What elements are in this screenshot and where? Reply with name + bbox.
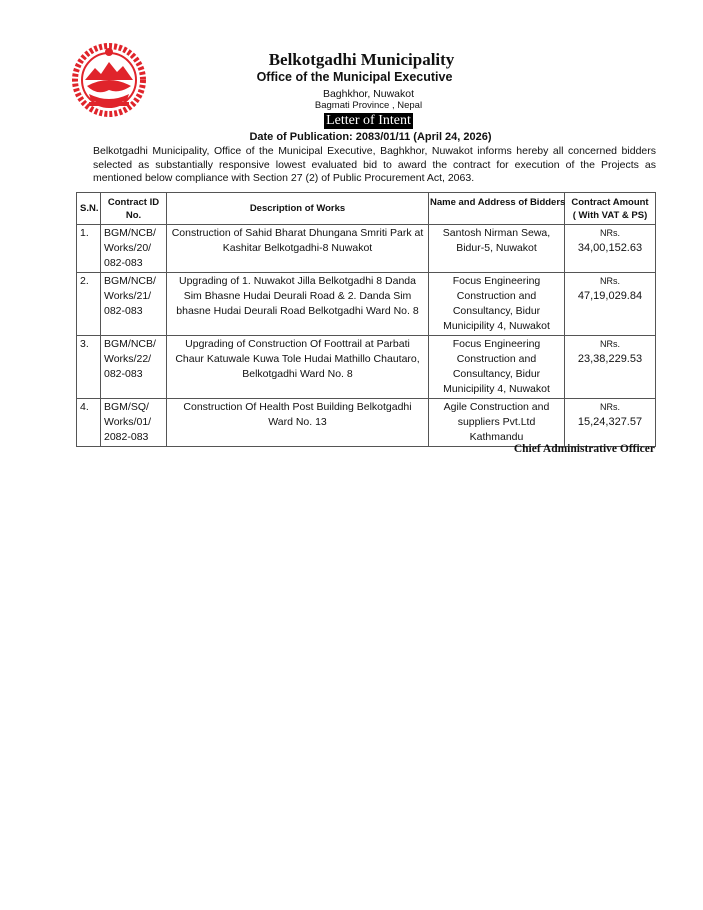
- row-bidder: [429, 336, 565, 399]
- contract-id-line: BGM/NCB/: [104, 275, 156, 287]
- header-amount-line2: ( With VAT & PS): [572, 209, 648, 221]
- row-contract-id: [101, 225, 167, 273]
- row-contract-id: [101, 273, 167, 336]
- intro-paragraph: Belkotgadhi Municipality, Office of the Municipal Executive, Baghkhor, Nuwakot informs hereby all concerned bidders selected as substantially responsive lowest evaluated bid to award the contract for execution of the Projects as mentioned below compliance with Section 27 (2) of Public Procurement Act, 2063.: [93, 145, 656, 184]
- header-amount: [565, 193, 656, 225]
- amount-value: 23,38,229.53: [577, 353, 643, 365]
- row-amount: [565, 225, 656, 273]
- contract-id-line: Works/22/: [104, 353, 152, 365]
- currency-label: NRs.: [600, 402, 620, 412]
- contract-id-line: 2082-083: [104, 431, 149, 443]
- bidder-line: Santosh Nirman Sewa,: [442, 227, 551, 239]
- bidder-line: Construction and: [456, 353, 537, 365]
- row-description: Construction of Sahid Bharat Dhungana Smriti Park at Kashitar Belkotgadhi-8 Nuwakot: [167, 225, 429, 273]
- row-amount: [565, 399, 656, 447]
- bidder-line: Municipility 4, Nuwakot: [443, 320, 550, 332]
- row-sn: 1.: [77, 225, 101, 273]
- row-bidder: [429, 273, 565, 336]
- office-subtitle: Office of the Municipal Executive: [256, 70, 453, 84]
- address-line-2: Bagmati Province , Nepal: [314, 100, 423, 111]
- row-contract-id: [101, 399, 167, 447]
- contract-id-line: BGM/SQ/: [104, 401, 149, 413]
- contract-id-line: Works/21/: [104, 290, 152, 302]
- table-row: [77, 336, 656, 399]
- contract-id-line: 082-083: [104, 305, 143, 317]
- contract-id-line: Works/01/: [104, 416, 152, 428]
- bidder-line: Agile Construction and: [443, 401, 550, 413]
- bidder-line: Focus Engineering: [452, 338, 541, 350]
- signatory-title: Chief Administrative Officer: [513, 443, 655, 455]
- amount-value: 15,24,327.57: [577, 416, 643, 428]
- contract-id-line: BGM/NCB/: [104, 338, 156, 350]
- municipality-title: Belkotgadhi Municipality: [268, 50, 455, 69]
- table-row: [77, 273, 656, 336]
- amount-value: 47,19,029.84: [577, 290, 643, 302]
- table-row: [77, 399, 656, 447]
- contract-id-line: 082-083: [104, 257, 143, 269]
- currency-label: NRs.: [600, 228, 620, 238]
- contract-id-line: Works/20/: [104, 242, 152, 254]
- document-type-wrapper: [0, 111, 703, 129]
- currency-label: NRs.: [600, 276, 620, 286]
- row-bidder: [429, 399, 565, 447]
- row-sn: 3.: [77, 336, 101, 399]
- bidder-line: Construction and: [456, 290, 537, 302]
- bidder-line: Consultancy, Bidur: [452, 305, 541, 317]
- currency-label: NRs.: [600, 339, 620, 349]
- bidder-line: Consultancy, Bidur: [452, 368, 541, 380]
- row-description: Upgrading of 1. Nuwakot Jilla Belkotgadhi 8 Danda Sim Bhasne Hudai Deurali Road & 2. Danda Sim bhasne Hudai Deurali Road Belkotgadhi Ward No. 8: [167, 273, 429, 336]
- document-type-label: Letter of Intent: [326, 113, 411, 128]
- row-contract-id: [101, 336, 167, 399]
- header-contract-id: Contract ID No.: [101, 193, 167, 225]
- header-bidder: Name and Address of Bidders: [429, 193, 565, 225]
- publication-date: Date of Publication: 2083/01/11 (April 24, 2026): [249, 131, 492, 143]
- header-sn: S.N.: [77, 193, 101, 225]
- contract-id-line: 082-083: [104, 368, 143, 380]
- bidder-line: Municipility 4, Nuwakot: [443, 383, 550, 395]
- bidder-line: Kathmandu: [469, 431, 524, 443]
- bidder-line: Bidur-5, Nuwakot: [456, 242, 537, 254]
- row-description: Construction Of Health Post Building Belkotgadhi Ward No. 13: [167, 399, 429, 447]
- row-amount: [565, 273, 656, 336]
- row-description: Upgrading of Construction Of Foottrail at Parbati Chaur Katuwale Kuwa Tole Hudai Mathillo Chautaro, Belkotgadhi Ward No. 8: [167, 336, 429, 399]
- bids-table: [76, 192, 656, 447]
- row-sn: 4.: [77, 399, 101, 447]
- address-line-1: Baghkhor, Nuwakot: [322, 88, 415, 100]
- bidder-line: Focus Engineering: [452, 275, 541, 287]
- row-sn: 2.: [77, 273, 101, 336]
- row-amount: [565, 336, 656, 399]
- contract-id-line: BGM/NCB/: [104, 227, 156, 239]
- header-description: Description of Works: [167, 193, 429, 225]
- row-bidder: [429, 225, 565, 273]
- table-header-row: [77, 193, 656, 225]
- amount-value: 34,00,152.63: [577, 242, 643, 254]
- header-amount-line1: Contract Amount: [571, 196, 649, 208]
- table-row: [77, 225, 656, 273]
- bidder-line: suppliers Pvt.Ltd: [457, 416, 536, 428]
